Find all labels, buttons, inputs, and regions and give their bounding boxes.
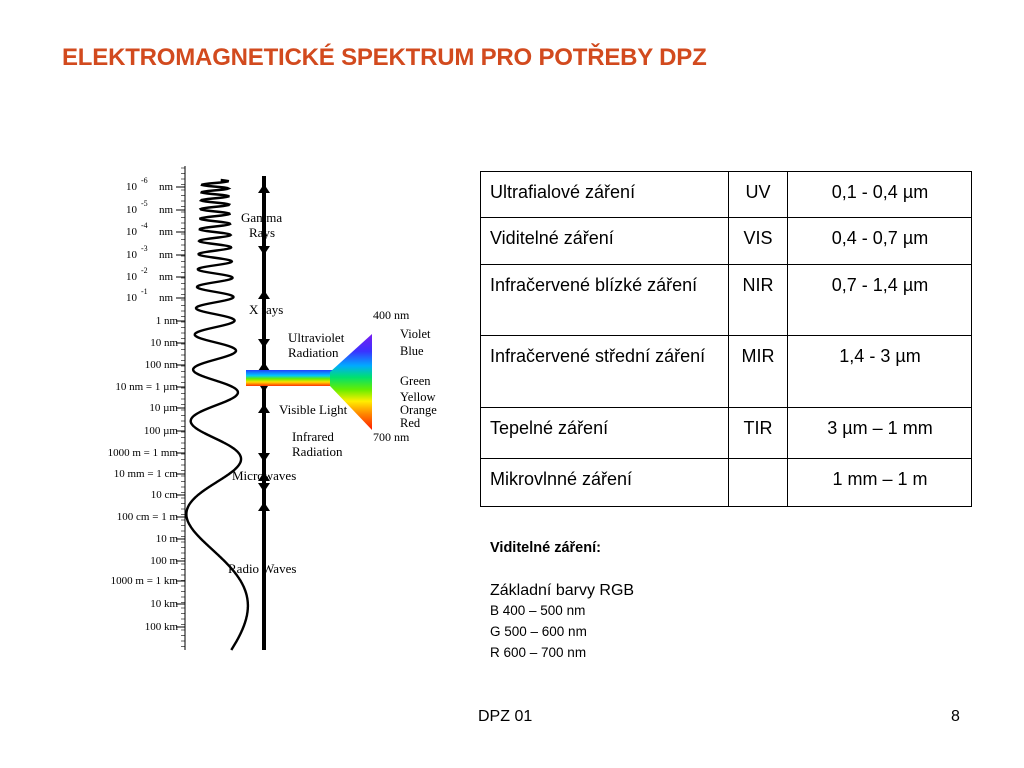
em-bands-table (480, 171, 972, 507)
table-cell-name: Infračervené střední záření (481, 336, 729, 408)
arrow-head (258, 483, 270, 492)
slide-title: ELEKTROMAGNETICKÉ SPEKTRUM PRO POTŘEBY DPZ (62, 44, 707, 71)
scale-label-base: 10 (126, 226, 137, 238)
visible-bottom-nm: 700 nm (373, 430, 410, 444)
scale-label: 10 µm (149, 402, 178, 414)
table-cell-abbr: UV (729, 172, 788, 218)
scale-label: 1000 m = 1 mm (107, 447, 178, 459)
visible-light-label: Visible Light (279, 402, 348, 417)
scale-label-unit: nm (159, 226, 174, 238)
scale-label-unit: nm (159, 292, 174, 304)
table-row (481, 336, 972, 408)
scale-label: 10 km (150, 598, 178, 610)
table-cell-name: Viditelné záření (481, 218, 729, 265)
scale-label-base: 10 (126, 204, 137, 216)
wave-curve (186, 180, 248, 650)
table-cell-abbr: NIR (729, 265, 788, 336)
arrow-head (258, 453, 270, 462)
arrow-head (258, 184, 270, 193)
scale-label-exponent: -4 (141, 221, 148, 230)
em-spectrum-diagram (60, 160, 480, 660)
scale-label: 10 m (155, 533, 178, 545)
uv-label-1: Ultraviolet (288, 330, 345, 345)
visible-light-notes (490, 540, 634, 663)
table-row (481, 265, 972, 336)
notes-line-blue: B 400 – 500 nm (490, 603, 586, 618)
scale-label-unit: nm (159, 204, 174, 216)
table-cell-range: 0,4 - 0,7 µm (788, 218, 972, 265)
table-cell-name: Tepelné záření (481, 408, 729, 459)
scale-labels (108, 176, 179, 633)
table-cell-name: Infračervené blízké záření (481, 265, 729, 336)
notes-line-green: G 500 – 600 nm (490, 624, 587, 639)
scale-label-base: 10 (126, 271, 137, 283)
scale-label: 10 nm (150, 337, 178, 349)
color-orange: Orange (400, 403, 437, 417)
scale-label-base: 10 (126, 249, 137, 261)
xrays-label: X rays (249, 302, 284, 317)
scale-label-base: 10 (126, 181, 137, 193)
scale-label: 100 km (144, 621, 178, 633)
arrow-head (258, 246, 270, 255)
arrow-head (258, 404, 270, 413)
visible-top-nm: 400 nm (373, 308, 410, 322)
scale-label: 1000 m = 1 km (110, 575, 178, 587)
gamma-label-1: Gamma (241, 210, 283, 225)
scale-label-unit: nm (159, 271, 174, 283)
gamma-label-2: Rays (249, 225, 275, 240)
ir-label-1: Infrared (292, 429, 334, 444)
table-row (481, 408, 972, 459)
color-red: Red (400, 416, 421, 430)
uv-label-2: Radiation (288, 345, 339, 360)
scale-label: 1 nm (155, 315, 178, 327)
scale-label: 10 mm = 1 cm (113, 468, 178, 480)
table-row (481, 172, 972, 218)
arrow-head (258, 339, 270, 348)
ir-label-2: Radiation (292, 444, 343, 459)
scale-label: 100 m (150, 555, 178, 567)
color-green: Green (400, 374, 431, 388)
scale-label-exponent: -1 (141, 287, 148, 296)
table-row (481, 218, 972, 265)
scale-label-exponent: -2 (141, 266, 148, 275)
scale-label: 10 nm = 1 µm (115, 381, 178, 393)
scale-label-unit: nm (159, 249, 174, 261)
table-cell-range: 1,4 - 3 µm (788, 336, 972, 408)
notes-subheading: Základní barvy RGB (490, 582, 635, 599)
visible-beam (246, 370, 336, 386)
table-cell-abbr: MIR (729, 336, 788, 408)
color-blue: Blue (400, 344, 424, 358)
scale-label: 100 cm = 1 m (116, 511, 178, 523)
table-cell-range: 0,7 - 1,4 µm (788, 265, 972, 336)
table-row (481, 459, 972, 507)
arrow-head (258, 502, 270, 511)
table-cell-abbr: VIS (729, 218, 788, 265)
scale-label: 100 µm (143, 425, 178, 437)
page-number: 8 (951, 708, 960, 725)
arrow-head (258, 290, 270, 299)
arrow-head (258, 362, 270, 371)
scale-label: 100 nm (144, 359, 178, 371)
table-cell-range: 3 µm – 1 mm (788, 408, 972, 459)
color-yellow: Yellow (400, 390, 436, 404)
radio-waves-label: Radio Waves (228, 561, 297, 576)
microwaves-label: Microwaves (232, 468, 297, 483)
scale-label-exponent: -6 (141, 176, 148, 185)
notes-line-red: R 600 – 700 nm (490, 645, 587, 660)
table-cell-range: 1 mm – 1 m (788, 459, 972, 507)
table-cell-name: Mikrovlnné záření (481, 459, 729, 507)
table-cell-abbr (729, 459, 788, 507)
color-violet: Violet (400, 327, 431, 341)
table-cell-range: 0,1 - 0,4 µm (788, 172, 972, 218)
scale-label: 10 cm (150, 489, 178, 501)
scale-label-unit: nm (159, 181, 174, 193)
scale-label-base: 10 (126, 292, 137, 304)
scale-label-exponent: -5 (141, 199, 148, 208)
table-cell-name: Ultrafialové záření (481, 172, 729, 218)
scale-label-exponent: -3 (141, 244, 148, 253)
footer-text: DPZ 01 (478, 708, 533, 725)
table-cell-abbr: TIR (729, 408, 788, 459)
notes-heading: Viditelné záření: (490, 540, 601, 556)
